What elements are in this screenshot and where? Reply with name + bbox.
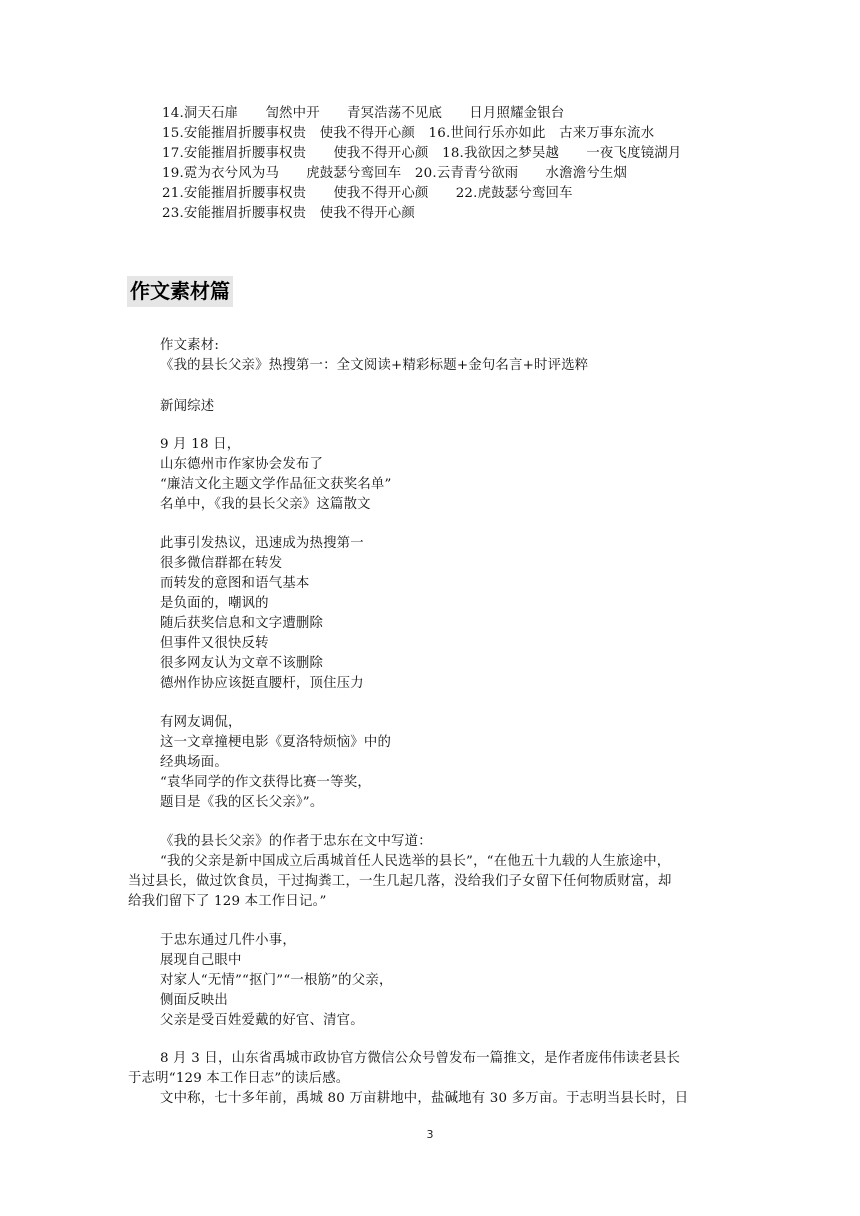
text-line: 山东德州市作家协会发布了 xyxy=(160,457,324,472)
paragraph-line: “我的父亲是新中国成立后禹城首任人民选举的县长”，“在他五十九载的人生旅途中， xyxy=(160,854,671,869)
answer-line-14: 14.洞天石扉 訇然中开 青冥浩荡不见底 日月照耀金银台 xyxy=(162,106,565,121)
paragraph-line: 《我的县长父亲》的作者于忠东在文中写道： xyxy=(160,834,432,849)
text-line: 很多网友认为文章不该删除 xyxy=(160,656,324,671)
text-line: “袁华同学的作文获得比赛一等奖， xyxy=(160,775,371,790)
page-number: 3 xyxy=(426,1128,434,1141)
paragraph-line: 给我们留下了 129 本工作日记。” xyxy=(128,894,327,909)
text-line: 侧面反映出 xyxy=(160,993,228,1008)
headline: 《我的县长父亲》热搜第一：全文阅读+精彩标题+金句名言+时评选粹 xyxy=(160,358,589,373)
material-label: 作文素材: xyxy=(160,338,220,353)
paragraph-line: 文中称，七十多年前，禹城 80 万亩耕地中，盐碱地有 30 多万亩。于志明当县长时，日 xyxy=(160,1091,689,1106)
text-line: 是负面的，嘲讽的 xyxy=(160,596,269,611)
text-line: 父亲是受百姓爱戴的好官、清官。 xyxy=(160,1013,364,1028)
text-line: 此事引发热议，迅速成为热搜第一 xyxy=(160,536,364,551)
text-line: 9 月 18 日， xyxy=(160,437,241,452)
text-line: 但事件又很快反转 xyxy=(160,636,269,651)
text-line: 随后获奖信息和文字遭删除 xyxy=(160,616,324,631)
text-line: 展现自己眼中 xyxy=(160,953,242,968)
text-line: 有网友调侃， xyxy=(160,715,242,730)
paragraph-line: 8 月 3 日，山东省禹城市政协官方微信公众号曾发布一篇推文，是作者庞伟伟读老县长 xyxy=(160,1051,681,1066)
text-line: 德州作协应该挺直腰杆，顶住压力 xyxy=(160,676,364,691)
text-line: 这一文章撞梗电影《夏洛特烦恼》中的 xyxy=(160,735,392,750)
answer-line-15: 15.安能摧眉折腰事权贵 使我不得开心颜 16.世间行乐亦如此 古来万事东流水 xyxy=(162,126,655,141)
text-line: “廉洁文化主题文学作品征文获奖名单” xyxy=(160,477,392,492)
news-label: 新闻综述 xyxy=(160,399,215,414)
text-line: 题目是《我的区长父亲》”。 xyxy=(160,795,324,810)
answer-line-19: 19.霓为衣兮风为马 虎鼓瑟兮鸾回车 20.云青青兮欲雨 水澹澹兮生烟 xyxy=(162,166,628,181)
paragraph-line: 当过县长，做过饮食员，干过掏粪工，一生几起几落，没给我们子女留下任何物质财富，却 xyxy=(128,874,672,889)
paragraph-line: 于志明“129 本工作日志”的读后感。 xyxy=(128,1071,350,1086)
text-line: 于忠东通过几件小事， xyxy=(160,933,296,948)
text-line: 对家人“无情”“抠门”“一根筋”的父亲， xyxy=(160,973,393,988)
section-title: 作文素材篇 xyxy=(127,276,233,307)
answer-line-17: 17.安能摧眉折腰事权贵 使我不得开心颜 18.我欲因之梦吴越 一夜飞度镜湖月 xyxy=(162,146,682,161)
text-line: 而转发的意图和语气基本 xyxy=(160,576,310,591)
text-line: 名单中，《我的县长父亲》这篇散文 xyxy=(160,497,371,512)
text-line: 很多微信群都在转发 xyxy=(160,556,283,571)
answer-line-21: 21.安能摧眉折腰事权贵 使我不得开心颜 22.虎鼓瑟兮鸾回车 xyxy=(162,186,573,201)
answer-line-23: 23.安能摧眉折腰事权贵 使我不得开心颜 xyxy=(162,206,415,221)
text-line: 经典场面。 xyxy=(160,755,228,770)
